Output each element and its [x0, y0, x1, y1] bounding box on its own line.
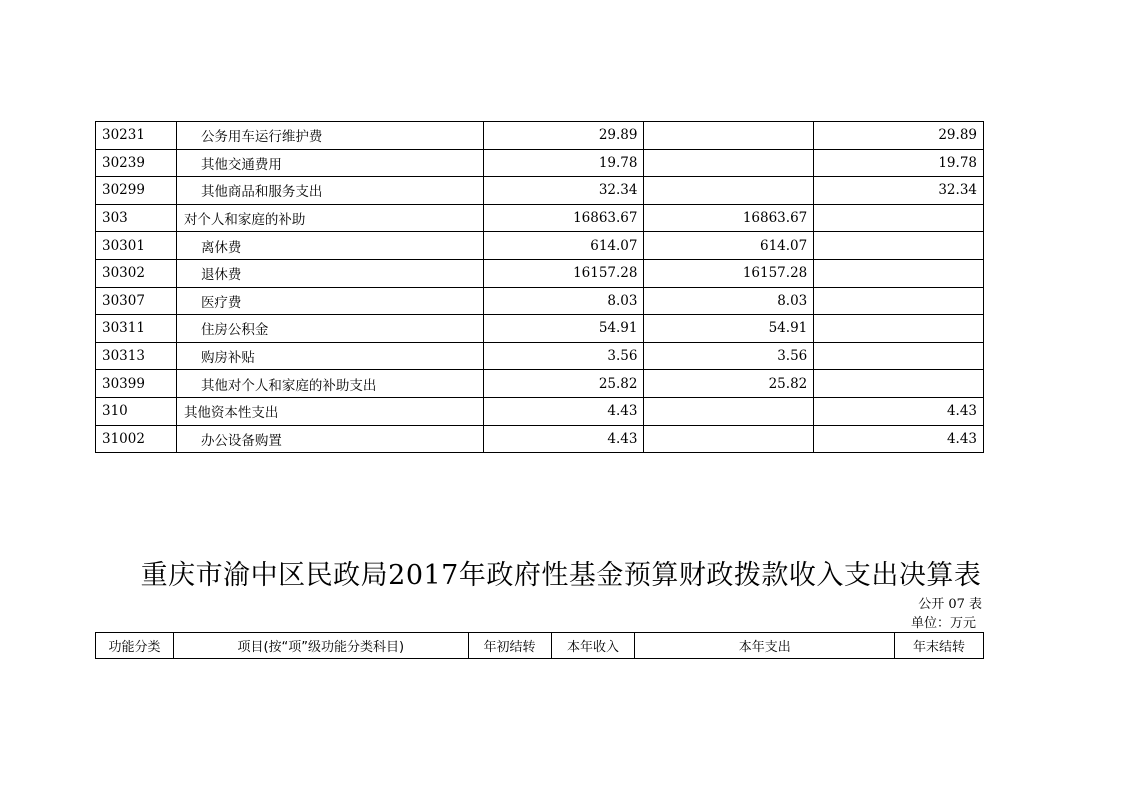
item-name-cell: 办公设备购置 [176, 425, 483, 453]
item-name-cell: 购房补贴 [176, 342, 483, 370]
project-expense-cell: 29.89 [814, 122, 984, 150]
fund-table-header [95, 632, 984, 659]
item-name-cell: 退休费 [176, 259, 483, 287]
basic-expense-cell: 16863.67 [644, 204, 814, 232]
code-cell: 30231 [96, 122, 177, 150]
item-name-cell: 其他对个人和家庭的补助支出 [176, 370, 483, 398]
project-expense-cell [814, 287, 984, 315]
item-name-cell: 其他资本性支出 [176, 397, 483, 425]
expenditure-table [95, 121, 984, 453]
code-cell: 30313 [96, 342, 177, 370]
total-cell: 614.07 [483, 232, 644, 260]
code-cell: 303 [96, 204, 177, 232]
table-row [96, 370, 984, 398]
project-expense-cell [814, 259, 984, 287]
total-cell: 16863.67 [483, 204, 644, 232]
unit-label: 单位：万元 [910, 616, 976, 631]
basic-expense-cell: 54.91 [644, 315, 814, 343]
table-row [96, 122, 984, 150]
table-row [96, 315, 984, 343]
code-cell: 31002 [96, 425, 177, 453]
project-expense-cell [814, 232, 984, 260]
header-row [96, 633, 984, 659]
total-cell: 4.43 [483, 425, 644, 453]
project-expense-cell [814, 315, 984, 343]
item-name-cell: 公务用车运行维护费 [176, 122, 483, 150]
code-cell: 30301 [96, 232, 177, 260]
table-row [96, 342, 984, 370]
basic-expense-cell: 16157.28 [644, 259, 814, 287]
table-row [96, 259, 984, 287]
project-expense-cell: 32.34 [814, 177, 984, 205]
total-cell: 32.34 [483, 177, 644, 205]
code-cell: 310 [96, 397, 177, 425]
header-cell: 项目(按“项”级功能分类科目) [173, 633, 468, 659]
total-cell: 3.56 [483, 342, 644, 370]
project-expense-cell [814, 342, 984, 370]
basic-expense-cell: 614.07 [644, 232, 814, 260]
total-cell: 19.78 [483, 149, 644, 177]
total-cell: 16157.28 [483, 259, 644, 287]
project-expense-cell: 19.78 [814, 149, 984, 177]
header-cell: 本年支出 [635, 633, 895, 659]
table-row [96, 425, 984, 453]
basic-expense-cell [644, 397, 814, 425]
project-expense-cell: 4.43 [814, 397, 984, 425]
code-cell: 30399 [96, 370, 177, 398]
item-name-cell: 住房公积金 [176, 315, 483, 343]
table-row [96, 177, 984, 205]
project-expense-cell [814, 370, 984, 398]
form-number: 公开 07 表 [918, 597, 982, 612]
header-cell: 功能分类 [96, 633, 174, 659]
total-cell: 4.43 [483, 397, 644, 425]
basic-expense-cell [644, 425, 814, 453]
basic-expense-cell: 8.03 [644, 287, 814, 315]
table-row [96, 204, 984, 232]
total-cell: 8.03 [483, 287, 644, 315]
item-name-cell: 离休费 [176, 232, 483, 260]
table-row [96, 287, 984, 315]
project-expense-cell: 4.43 [814, 425, 984, 453]
basic-expense-cell [644, 122, 814, 150]
code-cell: 30307 [96, 287, 177, 315]
table-row [96, 232, 984, 260]
code-cell: 30239 [96, 149, 177, 177]
item-name-cell: 其他商品和服务支出 [176, 177, 483, 205]
item-name-cell: 对个人和家庭的补助 [176, 204, 483, 232]
table-row [96, 397, 984, 425]
basic-expense-cell: 3.56 [644, 342, 814, 370]
total-cell: 29.89 [483, 122, 644, 150]
project-expense-cell [814, 204, 984, 232]
total-cell: 54.91 [483, 315, 644, 343]
item-name-cell: 其他交通费用 [176, 149, 483, 177]
basic-expense-cell [644, 177, 814, 205]
basic-expense-cell [644, 149, 814, 177]
page-title: 重庆市渝中区民政局2017年政府性基金预算财政拨款收入支出决算表 [140, 560, 982, 591]
header-cell: 年初结转 [468, 633, 551, 659]
code-cell: 30299 [96, 177, 177, 205]
code-cell: 30311 [96, 315, 177, 343]
item-name-cell: 医疗费 [176, 287, 483, 315]
code-cell: 30302 [96, 259, 177, 287]
header-cell: 本年收入 [551, 633, 635, 659]
table-row [96, 149, 984, 177]
header-cell: 年末结转 [895, 633, 984, 659]
basic-expense-cell: 25.82 [644, 370, 814, 398]
total-cell: 25.82 [483, 370, 644, 398]
